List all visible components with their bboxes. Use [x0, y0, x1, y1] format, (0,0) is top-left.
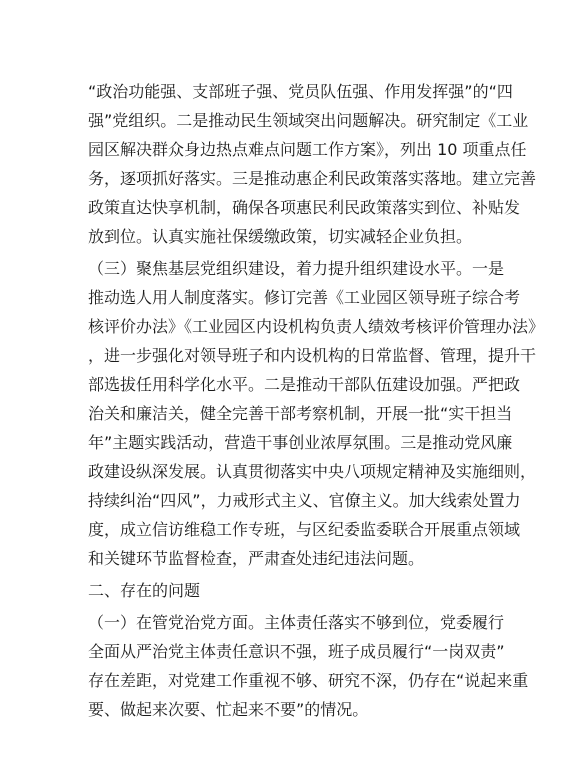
text-line: 核评价办法》《工业园区内设机构负责人绩效考核评价管理办法》: [88, 317, 545, 336]
text-line: 园区解决群众身边热点难点问题工作方案》，列出 10 项重点任: [88, 140, 527, 159]
text-line: 度，成立信访维稳工作专班，与区纪委监委联合开展重点领域: [88, 520, 521, 539]
text-line: 年”主题实践活动，营造干事创业浓厚氛围。三是推动党风廉: [88, 433, 513, 452]
text-line: （一）在管党治党方面。主体责任落实不够到位，党委履行: [88, 613, 505, 632]
text-line: 要、做起来次要、忙起来不要”的情况。: [88, 700, 369, 719]
text-line: 放到位。认真实施社保缓缴政策，切实减轻企业负担。: [88, 227, 473, 246]
text-line: 存在差距，对党建工作重视不够、研究不深，仍存在“说起来重: [88, 671, 529, 690]
text-line: 全面从严治党主体责任意识不强，班子成员履行“一岗双责”: [88, 642, 505, 661]
text-line: ，进一步强化对领导班子和内设机构的日常监督、管理，提升干: [88, 346, 537, 365]
section-heading: [88, 576, 526, 605]
paragraph-2: [88, 254, 545, 573]
section-heading-text: 二、存在的问题: [88, 581, 201, 600]
text-line: 政建设纵深发展。认真贯彻落实中央八项规定精神及实施细则，: [88, 462, 537, 481]
text-line: 和关键环节监督检查，严肃查处违纪违法问题。: [88, 549, 425, 568]
paragraph-1: [88, 77, 537, 251]
text-line: 政策直达快享机制，确保各项惠民利民政策落实到位、补贴发: [88, 198, 521, 217]
text-line: 持续纠治“四风”，力戒形式主义、官僚主义。加大线索处置力: [88, 491, 521, 510]
text-line: 部选拔任用科学化水平。二是推动干部队伍建设加强。严把政: [88, 375, 521, 394]
text-line: （三）聚焦基层党组织建设，着力提升组织建设水平。一是: [88, 259, 505, 278]
text-line: 治关和廉洁关，健全完善干部考察机制，开展一批“实干担当: [88, 404, 513, 423]
text-line: 强”党组织。二是推动民生领域突出问题解决。研究制定《工业: [88, 111, 529, 130]
text-line: 务，逐项抓好落实。三是推动惠企利民政策落实落地。建立完善: [88, 169, 537, 188]
text-line: 推动选人用人制度落实。修订完善《工业园区领导班子综合考: [88, 288, 521, 307]
text-line: “政治功能强、支部班子强、党员队伍强、作用发挥强”的“四: [88, 82, 513, 101]
paragraph-3: [88, 608, 529, 724]
